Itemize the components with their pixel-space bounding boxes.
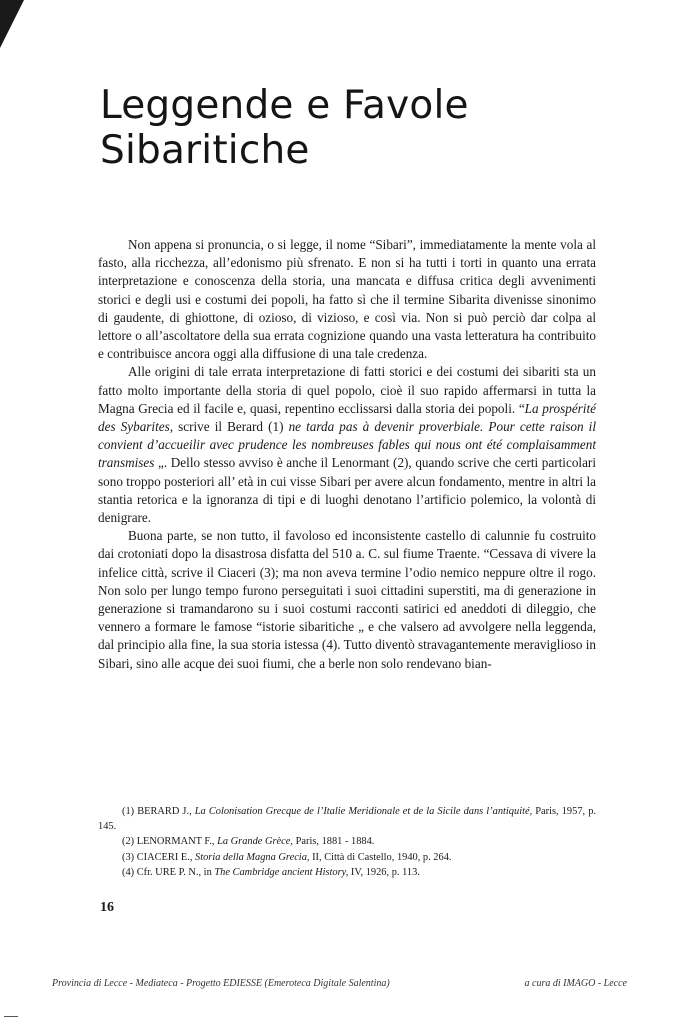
footnote [98, 834, 596, 849]
footnote-details: Paris, 1957, p. 145. [98, 806, 596, 833]
footer-credit-right: a cura di IMAGO - Lecce [524, 978, 627, 989]
article-body [98, 236, 596, 673]
text-run: „. Dello stesso avviso è anche il Lenormant (2), quando scrive che certi particolari sono troppo posteriori all’ età in cui visse Sibari per avere alcun fondamento, mentre in altri la stantia retorica e la ignoranza di tipi e di luoghi denotano l’artificio polemico, la volontà di denigrare. [98, 455, 596, 526]
footer-credit-left: Provincia di Lecce - Mediateca - Progetto EDIESSE (Emeroteca Digitale Salentina) [52, 978, 390, 989]
page-number: 16 [100, 900, 114, 915]
footnote-details: Paris, 1881 - 1884. [293, 836, 375, 848]
footnotes [98, 804, 596, 880]
footnote [98, 850, 596, 865]
footnote [98, 804, 596, 834]
page-title: Leggende e Favole Sibaritiche [100, 83, 469, 173]
footnote-author: (4) Cfr. URE P. N., in [122, 866, 215, 878]
footnote-work-title: The Cambridge ancient History, [214, 866, 349, 878]
paragraph [98, 236, 596, 363]
footnote-details: IV, 1926, p. 113. [348, 866, 420, 878]
scan-edge-mark [4, 1016, 18, 1017]
footnote-author: (1) BERARD J., [122, 806, 195, 817]
footnote-work-title: La Grande Grèce, [217, 836, 293, 848]
paragraph [98, 363, 596, 527]
scan-corner-mark [0, 0, 24, 48]
text-run: Non appena si pronuncia, o si legge, il nome “Sibari”, immediatamente la mente vola al fasto, alla ricchezza, all’edonismo più sfrenato. E non si ha tutti i torti in quanto una errata interpretazione e conoscenza della storia, una mancata e diffusa critica degli avvenimenti storici e degli usi e costumi dei popoli, ha fatto sì che il termine Sibarita divenisse sinonimo di gaudente, di ghiottone, di ozioso, di vizioso, e così via. Non si può perciò dar colpa al lettore o all’ascoltatore della sua errata cognizione quando una vasta letteratura ha contribuito e contribuisce ancora oggi alla diffusione di una tale credenza. [98, 237, 596, 362]
footnote-author: (3) CIACERI E., [122, 851, 196, 863]
text-run: Alle origini di tale errata interpretazione di fatti storici e dei costumi dei sibariti sta un fatto molto importante della storia di quel popolo, cioè il suo rapido affermarsi in tutta la Magna Grecia ed il facile e, quasi, repentino ecclissarsi dalla storia dei popoli. “ [98, 364, 596, 416]
footnote-work-title: La Colonisation Grecque de l’Italie Meridionale et de la Sicile dans l’antiquité, [194, 806, 533, 817]
italic-quote: ne tarda pas à devenir proverbiale. Pour cette raison il convient d’accueilir avec prudence les nombreuses fables qui nous ont été complaisamment transmises [98, 419, 596, 471]
text-run: Buona parte, se non tutto, il favoloso ed inconsistente castello di calunnie fu costruito dai crotoniati dopo la disastrosa disfatta del 510 a. C. sul fiume Traente. “Cessava di vivere la infelice città, scrive il Ciaceri (3); ma non aveva termine l’odio nemico neppure oltre il rogo. Non solo per lungo tempo furono perseguitati i suoi cittadini superstiti, ma di generazione in generazione si tramandarono su i suoi costumi racconti satirici ed aneddoti di dileggio, che vennero a formare le famose “istorie sibaritiche „ e che valsero ad avvolgere nella leggenda, dal principio alla fine, la sua storia istessa (4). Tutto diventò stravagantemente meraviglioso in Sibari, sino alle acque dei suoi fiumi, che a berle non solo rendevano bian- [98, 528, 596, 671]
text-run: scrive il Berard (1) [173, 419, 289, 435]
footnote [98, 865, 596, 880]
paragraph [98, 527, 596, 673]
footnote-author: (2) LENORMANT F., [122, 836, 218, 848]
footnote-work-title: Storia della Magna Grecia, [195, 851, 310, 863]
italic-quote: La prospérité des Sybarites, [98, 400, 596, 435]
footnote-details: II, Città di Castello, 1940, p. 264. [309, 851, 452, 863]
